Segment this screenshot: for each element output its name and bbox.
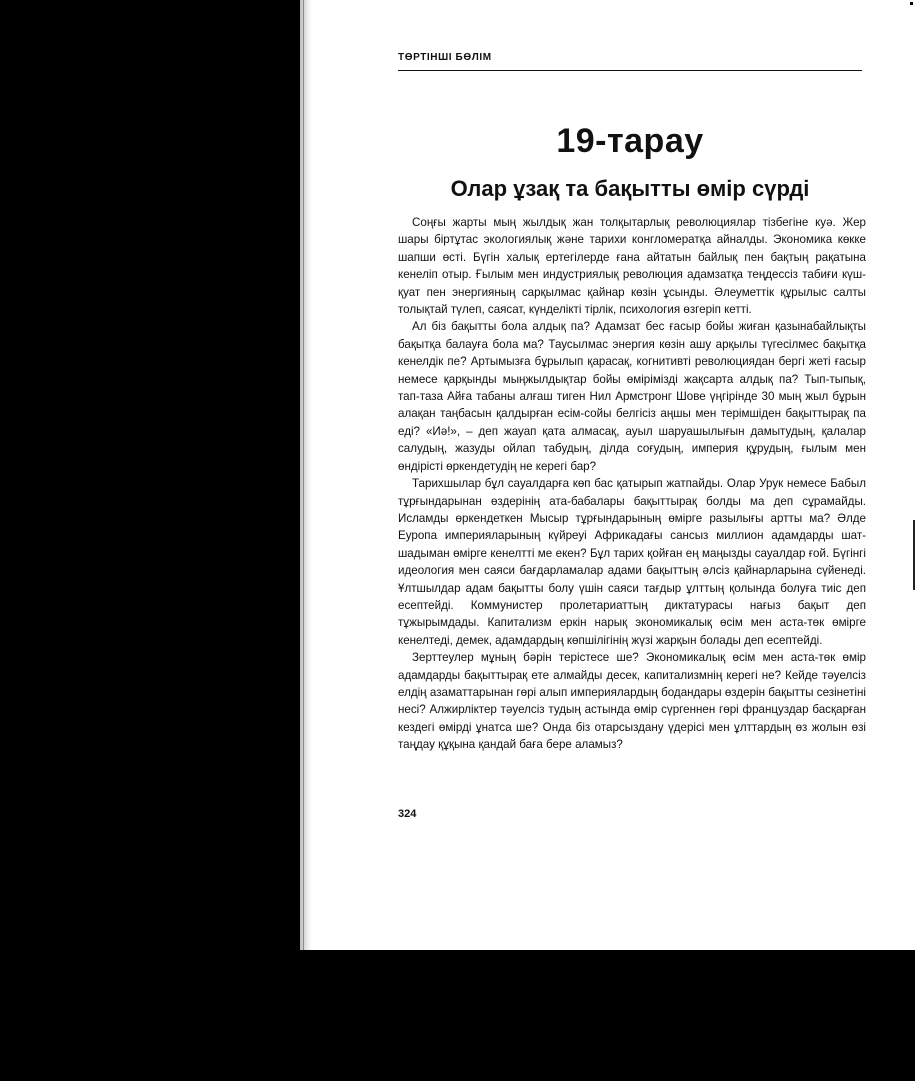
paragraph: Соңғы жарты мың жылдық жан толқытарлық революциялар тізбегіне куә. Жер шары біртұтас экологиялық және тарихи конгломератқа айналды. Экономика көкке шапши өсті. Бүгін халық ертегілерде ғана айтатын байлық пен бақтың рақатына кенеліп отыр. Ғылым мен индустриялық революция адамзатқа теңдессіз табиғи күш-қуат пен энергияның сарқылмас қайнар көзін ұсынды. Әлеуметтік құрылыс салты толықтай түлеп, саясат, күнделікті тірлік, психология өзгеріп кетті. — [398, 216, 866, 317]
paragraph: Зерттеулер мұның бәрін терістесе ше? Экономикалық өсім мен аста-төк өмір адамдарды бақыттырақ ете алмайды десек, капитализмнің керегі не? Кейде тәуелсіз елдің азаматтарынан гөрі алып империялардың бодандары өздерін бақытты сезінетіні несі? Алжирліктер тәуелсіз тудың астында өмір сүргеннен гөрі француздар басқарған кездегі өмірді ұнатса ше? Онда біз отарсыздану үдерісі мен ұлттардың өз жолын өзі таңдау құқына қандай баға бере аламыз? — [398, 651, 866, 752]
body-text — [398, 214, 866, 754]
paragraph: Ал біз бақытты бола алдық па? Адамзат бес ғасыр бойы жиған қазынабайлықты бақытқа балауға бола ма? Таусылмас энергия көзін ашу арқылы түгесілмес бақытқа кенелдік пе? Артымызға бұрылып қарасақ, когнитивті революциядан бергі жеті ғасыр немесе қарқынды мыңжылдықтар бойы өмірімізді жақсарта алдық па? Тып-тыпық, тап-таза Айға табаны алғаш тиген Нил Армстронг Шове үңгірінде 30 мың жыл бұрын алақан таңбасын қалдырған есім-сойы белгісіз аңшы мен терімшіден бақыттырақ па еді? «Иә!», – деп жауап қата алмасақ, ауыл шаруашылығын дамытудың, қалалар салудың, жазуды ойлап табудың, ділда соғудың, империя құрудың, ғылым мен өндірісті өркендетудің не керегі бар? — [398, 320, 866, 473]
running-head: ТӨРТІНШІ БӨЛІМ — [398, 52, 492, 63]
page-number: 324 — [398, 808, 417, 820]
scan-speck — [910, 2, 913, 5]
header-rule — [398, 70, 862, 71]
paragraph: Тарихшылар бұл сауалдарға көп бас қатырып жатпайды. Олар Урук немесе Бабыл тұрғындарынан өздерінің ата-бабалары бақыттырақ болды ма деп сұрамайды. Исламды өркендеткен Мысыр тұрғындарының өмірге разылығы артты ма? Әлде Еуропа империяларының күйреуі Африкадағы сансыз миллион адамдарды шат-шадыман өмірге кенелтті ме екен? Бұл тарих қойған ең маңызды сауалдар ғой. Бүгінгі идеология мен саяси бағдарламалар адами бақыттың әлсіз қайнарларына сүйенеді. Ұлтшылдар адам бақытты болу үшін саяси тағдыр ұлттың қолында болуға тиіс деп есептейді. Коммунистер пролетариаттың диктатурасы нағыз бақыт деп тұжырымдады. Капитализм еркін нарық экономикалық өсім мен аста-төк өмірге кенелтеді, демек, адамдардың көпшілігінің жүзі жарқын болады деп есептейді. — [398, 477, 866, 647]
page-gutter — [300, 0, 312, 950]
book-page — [300, 0, 915, 950]
chapter-number: 19-тарау — [556, 122, 704, 160]
chapter-title: Олар ұзақ та бақытты өмір сүрді — [450, 176, 810, 201]
gutter-line — [303, 0, 304, 950]
